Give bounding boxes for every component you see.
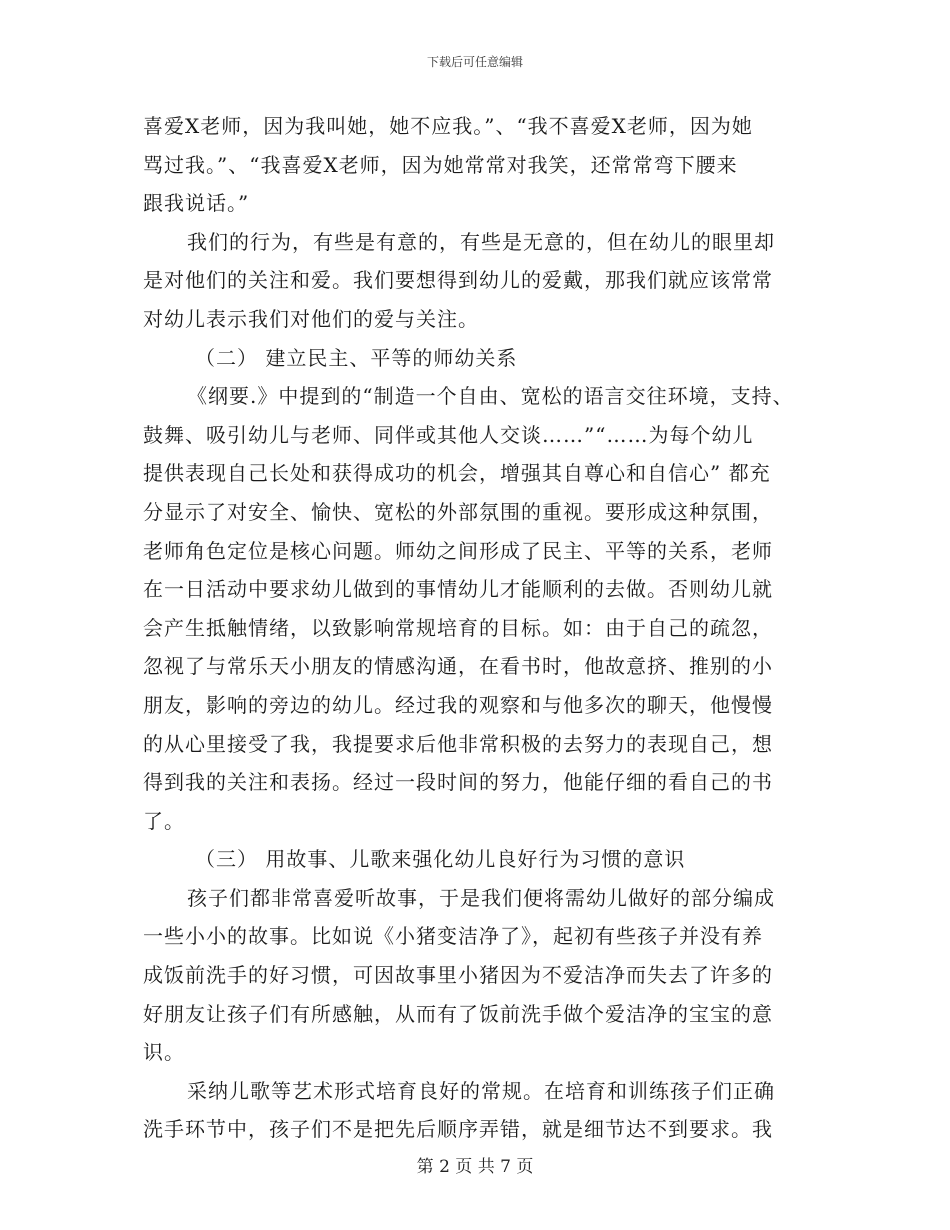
section-heading: （三） 用故事、儿歌来强化幼儿良好行为习惯的意识 (195, 847, 686, 872)
text-line: 我们的行为，有些是有意的，有些是无意的，但在幼儿的眼里却 (187, 229, 775, 254)
text-line: 了。 (143, 808, 185, 833)
text-line: 鼓舞、吸引幼儿与老师、同伴或其他人交谈……”“……为每个幼儿 (143, 422, 754, 447)
text-line: 跟我说话。” (143, 191, 250, 216)
section-heading: （二） 建立民主、平等的师幼关系 (195, 345, 518, 370)
text-line: 分显示了对安全、愉快、宽松的外部氛围的重视。要形成这种氛围， (143, 499, 773, 524)
text-line: 洗手环节中，孩子们不是把先后顺序弄错，就是细节达不到要求。我 (143, 1117, 773, 1142)
text-line: 在一日活动中要求幼儿做到的事情幼儿才能顺利的去做。否则幼儿就 (143, 577, 773, 602)
text-line: 老师角色定位是核心问题。师幼之间形成了民主、平等的关系，老师 (143, 538, 773, 563)
text-line: 骂过我。”、“我喜爱X老师，因为她常常对我笑，还常常弯下腰来 (143, 152, 738, 177)
text-line: 忽视了与常乐天小朋友的情感沟通，在看书时，他故意挤、推别的小 (143, 654, 773, 679)
text-line: 《纲要.》中提到的“制造一个自由、宽松的语言交往环境，支持、 (187, 384, 794, 409)
text-line: 提供表现自己长处和获得成功的机会，增强其自尊心和自信心” 都充 (143, 461, 771, 486)
text-line: 好朋友让孩子们有所感触，从而有了饭前洗手做个爱洁净的宝宝的意 (143, 1001, 773, 1026)
text-line: 成饭前洗手的好习惯，可因故事里小猪因为不爱洁净而失去了许多的 (143, 963, 773, 988)
text-line: 是对他们的关注和爱。我们要想得到幼儿的爱戴，那我们就应该常常 (143, 268, 773, 293)
text-line: 的从心里接受了我，我提要求后他非常积极的去努力的表现自己，想 (143, 731, 773, 756)
text-line: 孩子们都非常喜爱听故事，于是我们便将需幼儿做好的部分编成 (187, 885, 775, 910)
page-header: 下载后可任意编辑 (426, 55, 523, 69)
text-line: 一些小小的故事。比如说《小猪变洁净了》，起初有些孩子并没有养 (143, 924, 763, 949)
text-line: 识。 (143, 1040, 185, 1065)
text-line: 朋友，影响的旁边的幼儿。经过我的观察和与他多次的聊天，他慢慢 (143, 692, 773, 717)
text-line: 喜爱X老师，因为我叫她，她不应我。”、“我不喜爱X老师，因为她 (143, 114, 753, 138)
page-footer: 第 2 页 共 7 页 (416, 1157, 534, 1177)
text-line: 采纳儿歌等艺术形式培育良好的常规。在培育和训练孩子们正确 (187, 1078, 775, 1103)
text-line: 得到我的关注和表扬。经过一段时间的努力，他能仔细的看自己的书 (143, 770, 773, 795)
text-line: 对幼儿表示我们对他们的爱与关注。 (143, 306, 479, 331)
document-body (143, 107, 813, 1149)
text-line: 会产生抵触情绪，以致影响常规培育的目标。如：由于自己的疏忽， (143, 615, 773, 640)
